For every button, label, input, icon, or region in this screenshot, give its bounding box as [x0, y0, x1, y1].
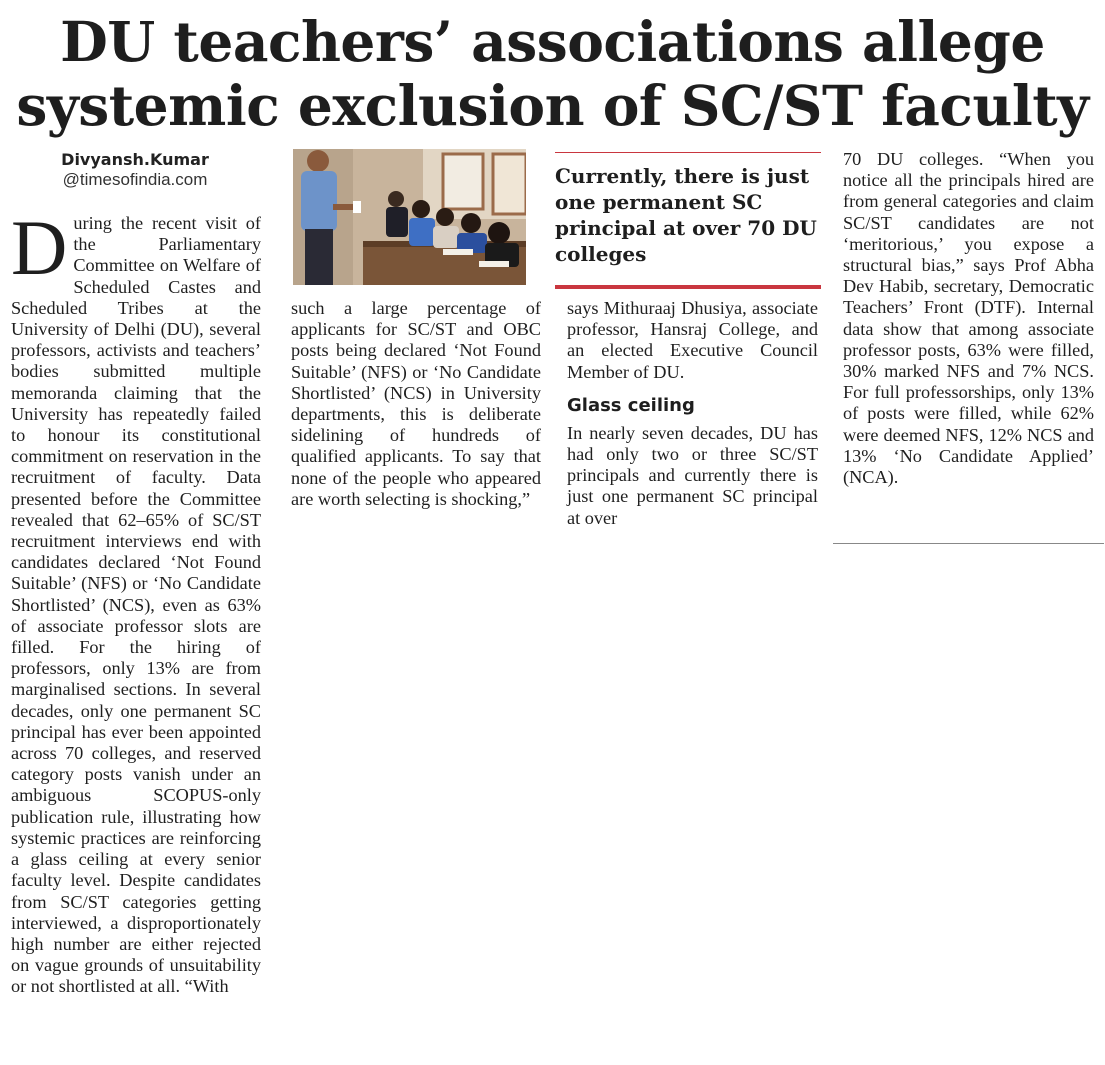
headline: DU teachers’ associations allege systemic exclusion of SC/ST faculty [16, 9, 1089, 138]
article-column-4 [843, 149, 1094, 488]
article-text-col4: 70 DU colleges. “When you notice all the principals hired are from general categories and claim SC/ST candidates are not ‘meritorious,’ you expose a structural bias,” says Prof Abha Dev Habib, secretary, Democratic Teachers’ Front (DTF). Internal data show that among associate professor posts, 63% were filled, 30% marked NFS and 7% NCS. For full professorships, only 13% of posts were filled, while 62% were deemed NFS, 12% NCS and 13% ‘No Candidate Applied’ (NCA). [843, 149, 1094, 488]
byline-handle: @timesofindia.com [62, 170, 208, 189]
pull-quote-text: Currently, there is just one permanent SC principal at over 70 DU colleges [555, 164, 817, 266]
classroom-photo-icon [293, 149, 526, 285]
classroom-photo [293, 149, 526, 285]
article-text-col3a: says Mithuraaj Dhusiya, associate professor, Hansraj College, and an elected Executive Council Member of DU. [567, 298, 818, 382]
article-column-1 [11, 204, 261, 998]
byline [10, 150, 260, 190]
pull-quote [555, 152, 821, 289]
article-column-2 [291, 298, 541, 510]
article-text-col2: such a large percentage of applicants for SC/ST and OBC posts being declared ‘Not Found Suitable’ (NFS) or ‘No Candidate Shortlisted’ (NCS) in University departments, this is deliberate sidelining of hundreds of qualified applicants. To say that none of the people who appeared are worth selecting is shocking,” [291, 298, 541, 509]
article-text-col3b: In nearly seven decades, DU has had only two or three SC/ST principals and currently there is just one permanent SC principal at over [567, 422, 818, 528]
article-column-3 [567, 298, 818, 529]
column-end-rule [833, 543, 1104, 544]
byline-author: Divyansh.Kumar [61, 150, 209, 169]
article-text-col1: uring the recent visit of the Parliamentary Committee on Welfare of Scheduled Castes and Scheduled Tribes at the University of Delhi (DU), several professors, activists and teachers’ bodies submitted multiple memoranda claiming that the University has repeatedly failed to honour its constitutional commitment on reservation in the recruitment of faculty. Data presented before the Committee revealed that 62–65% of SC/ST recruitment interviews end with candidates declared ‘Not Found Suitable’ (NFS) or ‘No Candidate Shortlisted’ (NCS), even as 63% of associate professor slots are filled. For the hiring of professors, only 13% are from marginalised sections. In several decades, only one permanent SC principal has ever been appointed across 70 colleges, and reserved category posts vanish under an ambiguous SCOPUS-only publication rule, illustrating how systemic practices are reinforcing a glass ceiling at every senior faculty level. Despite candidates from SC/ST categories getting interviewed, a disproportionately high number are either rejected on vague grounds of unsuitability or not shortlisted at all. “With [11, 213, 261, 997]
drop-cap: D [11, 204, 68, 291]
subheading-glass-ceiling: Glass ceiling [567, 394, 695, 416]
